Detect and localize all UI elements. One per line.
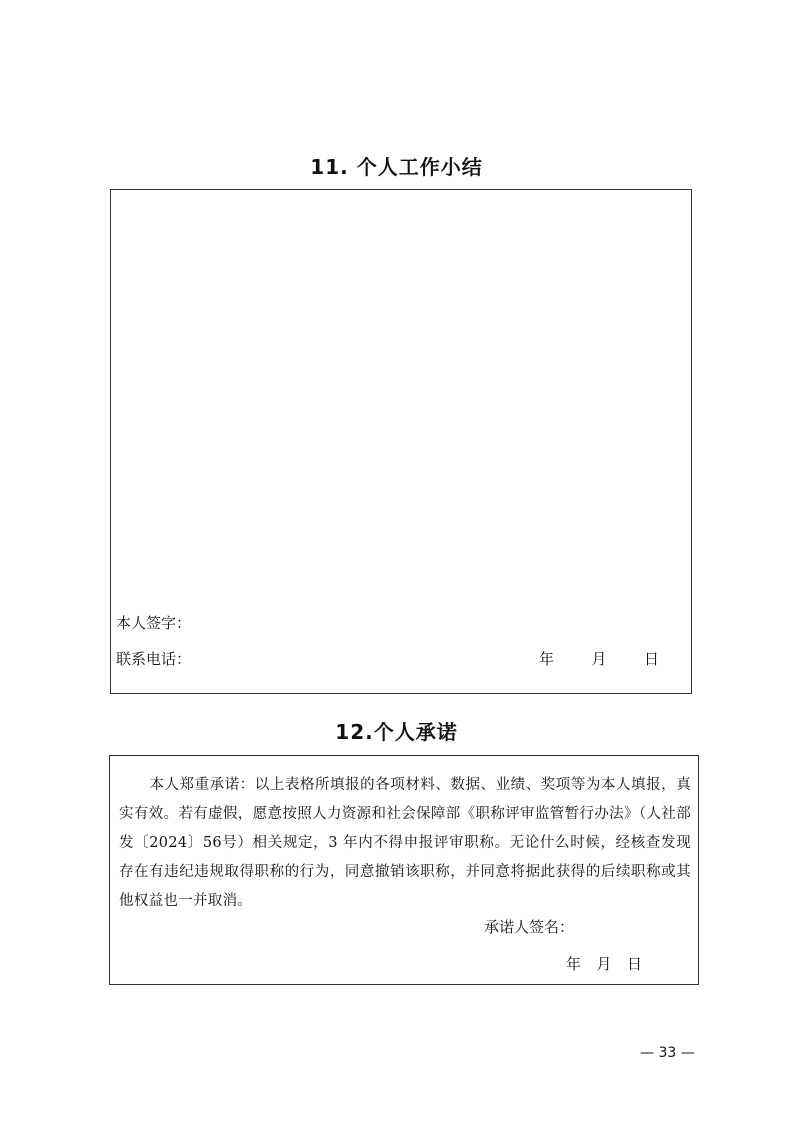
pledge-date-month-label: 月 — [596, 955, 612, 973]
section-11-title: 11. 个人工作小结 — [310, 155, 483, 179]
pledge-box — [109, 755, 699, 985]
pledge-text: 本人郑重承诺：以上表格所填报的各项材料、数据、业绩、奖项等为本人填报，真实有效。若有虚假，愿意按照人力资源和社会保障部《职称评审监管暂行办法》（人社部发〔2024〕56号）相关规定，3 年内不得申报评审职称。无论什么时候，经核查发现存在有违纪违规取得职称的行为，同意撤销该职称，并同意将据此获得的后续职称或其他权益也一并取消。 — [119, 777, 691, 909]
pledge-date-day-label: 日 — [626, 955, 642, 973]
pledge-date-year-label: 年 — [566, 955, 582, 973]
page-number: — 33 — — [640, 1045, 695, 1061]
date-year-label: 年 — [539, 650, 555, 668]
work-summary-box[interactable] — [110, 189, 692, 694]
pledger-signature-label: 承诺人签名： — [484, 918, 575, 936]
section-12-title: 12.个人承诺 — [335, 720, 458, 744]
phone-label: 联系电话： — [116, 650, 192, 668]
pledge-date — [566, 953, 642, 974]
signature-label: 本人签字： — [116, 614, 192, 632]
date-month-label: 月 — [591, 650, 607, 668]
date-day-label: 日 — [643, 650, 659, 668]
summary-date — [539, 648, 659, 669]
